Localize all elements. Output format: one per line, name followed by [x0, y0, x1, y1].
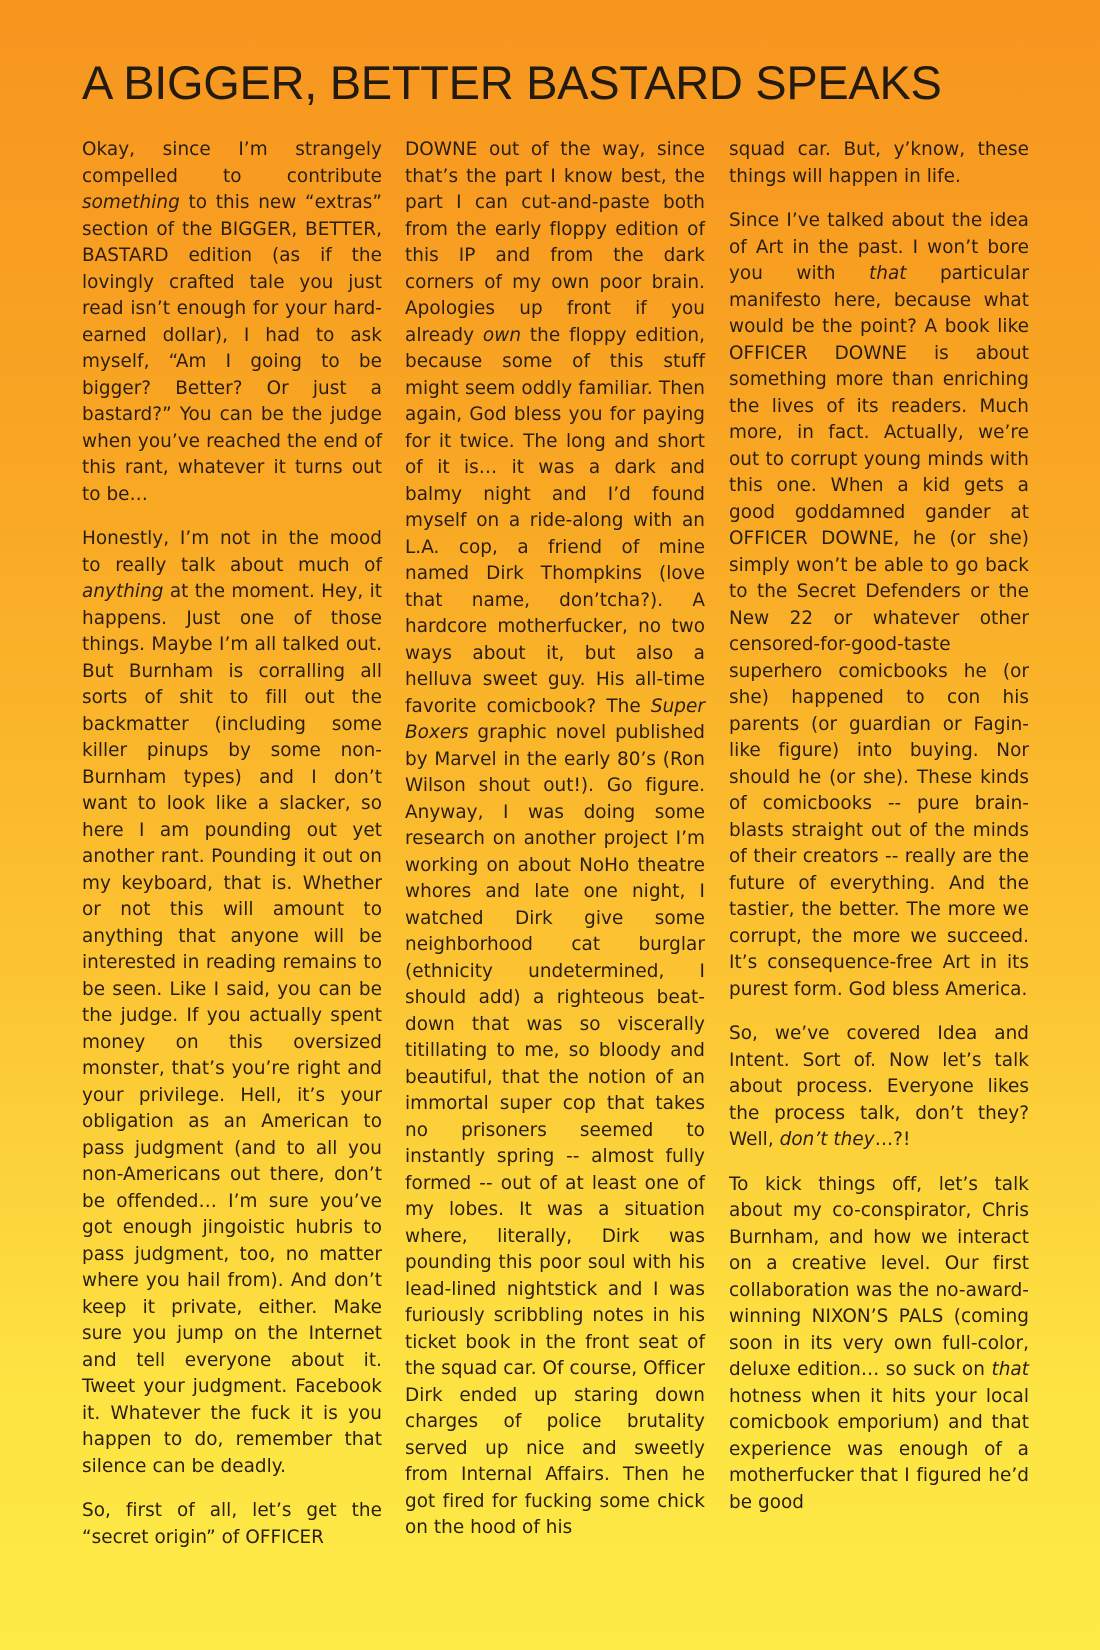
text-column-2 — [405, 137, 705, 1542]
paragraph — [729, 1172, 1029, 1517]
paragraph-text: …?! — [874, 1129, 911, 1150]
paragraph-text: graphic novel published by Marvel in the early 80’s (Ron Wilson shout out!). Go figure. Anyway, I was doing some research on another project I’m working on about NoHo theatre whores and late one night, I watched Dirk give some neighborhood cat burglar (ethnicity undetermined, I should add) a righteous beat-down that was so viscerally titillating to me, so bloody and beautiful, that the notion of an immortal super cop that takes no prisoners seemed to instantly spring -- almost fully formed -- out of at least one of my lobes. It was a situation where, literally, Dirk was pounding this poor soul with his lead-lined nightstick and I was furiously scribbling notes in his ticket book in the front seat of the squad car. Of course, Officer Dirk ended up staring down charges of police brutality served up nice and sweetly from Internal Affairs. Then he got fired for fucking some chick on the hood of his — [405, 722, 705, 1538]
emphasized-text: own — [482, 324, 522, 346]
paragraph — [729, 1021, 1029, 1154]
emphasized-text: something — [82, 192, 180, 213]
paragraph-text: at the moment. Hey, it happens. Just one of those things. Maybe I’m all talked out. But Burnham is corralling all sorts of shit to fill out the backmatter (including some killer pinups by some non-Burnham types) and I don’t want to look like a slacker, so here I am pounding out yet another rant. Pounding it out on my keyboard, that is. Whether or not this will amount to anything that anyone will be interested in reading remains to be seen. Like I said, you can be the judge. If you actually spent money on this oversized monster, that’s you’re right and your privilege. Hell, it’s your obligation as an American to pass judgment (and to all you non-Americans out there, don’t be offended… I’m sure you’ve got enough jingoistic hubris to pass judgment, too, no matter where you hail from). And don’t keep it private, either. Make sure you jump on the Internet and tell everyone about it. Tweet your judgment. Facebook it. Whatever the fuck it is you happen to do, remember that silence can be deadly. — [82, 581, 382, 1477]
paragraph — [729, 208, 1029, 1003]
paragraph-text: DOWNE out of the way, since that’s the part I know best, the part I can cut-and-paste both from the early floppy edition of this IP and from the dark corners of my own poor brain. Apologies up front if you already — [405, 139, 705, 346]
emphasized-text: don’t they — [779, 1129, 875, 1150]
text-column-1 — [82, 137, 382, 1551]
emphasized-text: anything — [82, 581, 164, 602]
paragraph-text: To kick things off, let’s talk about my co-conspirator, Chris Burnham, and how we interact on a creative level. Our first collaboration was the no-award-winning NIXON’S PALS (coming soon in its very own full-color, deluxe edition… so suck on — [729, 1173, 1029, 1380]
paragraph-text: Since I’ve talked about the idea of Art in the past. I won’t bore you with — [729, 210, 1029, 284]
paragraph-text: So, we’ve covered Idea and Intent. Sort of. Now let’s talk about process. Everyone likes the process talk, don’t they? Well, — [729, 1023, 1029, 1150]
emphasized-text: Super Boxers — [405, 695, 705, 743]
text-column-3 — [729, 137, 1029, 1516]
paragraph — [405, 137, 705, 1542]
emphasized-text: that — [991, 1359, 1029, 1380]
paragraph — [82, 526, 382, 1480]
paragraph — [82, 1498, 382, 1551]
emphasized-text: that — [868, 263, 907, 284]
paragraph-text: squad car. But, y’know, these things will happen in life. — [729, 139, 1029, 187]
paragraph-text: particular manifesto here, because what would be the point? A book like OFFICER DOWNE is about something more than enriching the lives of its readers. Much more, in fact. Actually, we’re out to corrupt young minds with this one. When a kid gets a good goddamned gander at OFFICER DOWNE, he (or she) simply won’t be able to go back to the Secret Defenders or the New 22 or whatever other censored-for-good-taste superhero comicbooks he (or she) happened to con his parents (or guardian or Fagin-like figure) into buying. Nor should he (or she). These kinds of comicbooks -- pure brain-blasts straight out of the minds of their creators -- really are the future of everything. And the tastier, the better. The more we corrupt, the more we succeed. It’s consequence-free Art in its purest form. God bless America. — [729, 263, 1029, 1000]
paragraph — [82, 137, 382, 508]
paragraph — [729, 137, 1029, 190]
paragraph-text: So, first of all, let’s get the “secret origin” of OFFICER — [82, 1500, 382, 1548]
paragraph-text: Okay, since I’m strangely compelled to contribute — [82, 139, 382, 187]
article-title: A BIGGER, BETTER BASTARD SPEAKS — [82, 56, 942, 109]
paragraph-text: Honestly, I’m not in the mood to really talk about much of — [82, 528, 382, 576]
paragraph-text: the floppy edition, because some of this stuff might seem oddly familiar. Then again, God bless you for paying for it twice. The long and short of it is… it was a dark and balmy night and I’d found myself on a ride-along with an L.A. cop, a friend of mine named Dirk Thompkins (love that name, don’tcha?). A hardcore motherfucker, no two ways about it, but also a helluva sweet guy. His all-time favorite comicbook? The — [405, 324, 705, 717]
paragraph-text: to this new “extras” section of the BIGGER, BETTER, BASTARD edition (as if the lovingly crafted tale you just read isn’t enough for your hard-earned dollar), I had to ask myself, “Am I going to be bigger? Better? Or just a bastard?” You can be the judge when you’ve reached the end of this rant, whatever it turns out to be… — [82, 192, 382, 505]
paragraph-text: hotness when it hits your local comicbook emporium) and that experience was enough of a motherfucker that I figured he’d be good — [729, 1385, 1029, 1513]
